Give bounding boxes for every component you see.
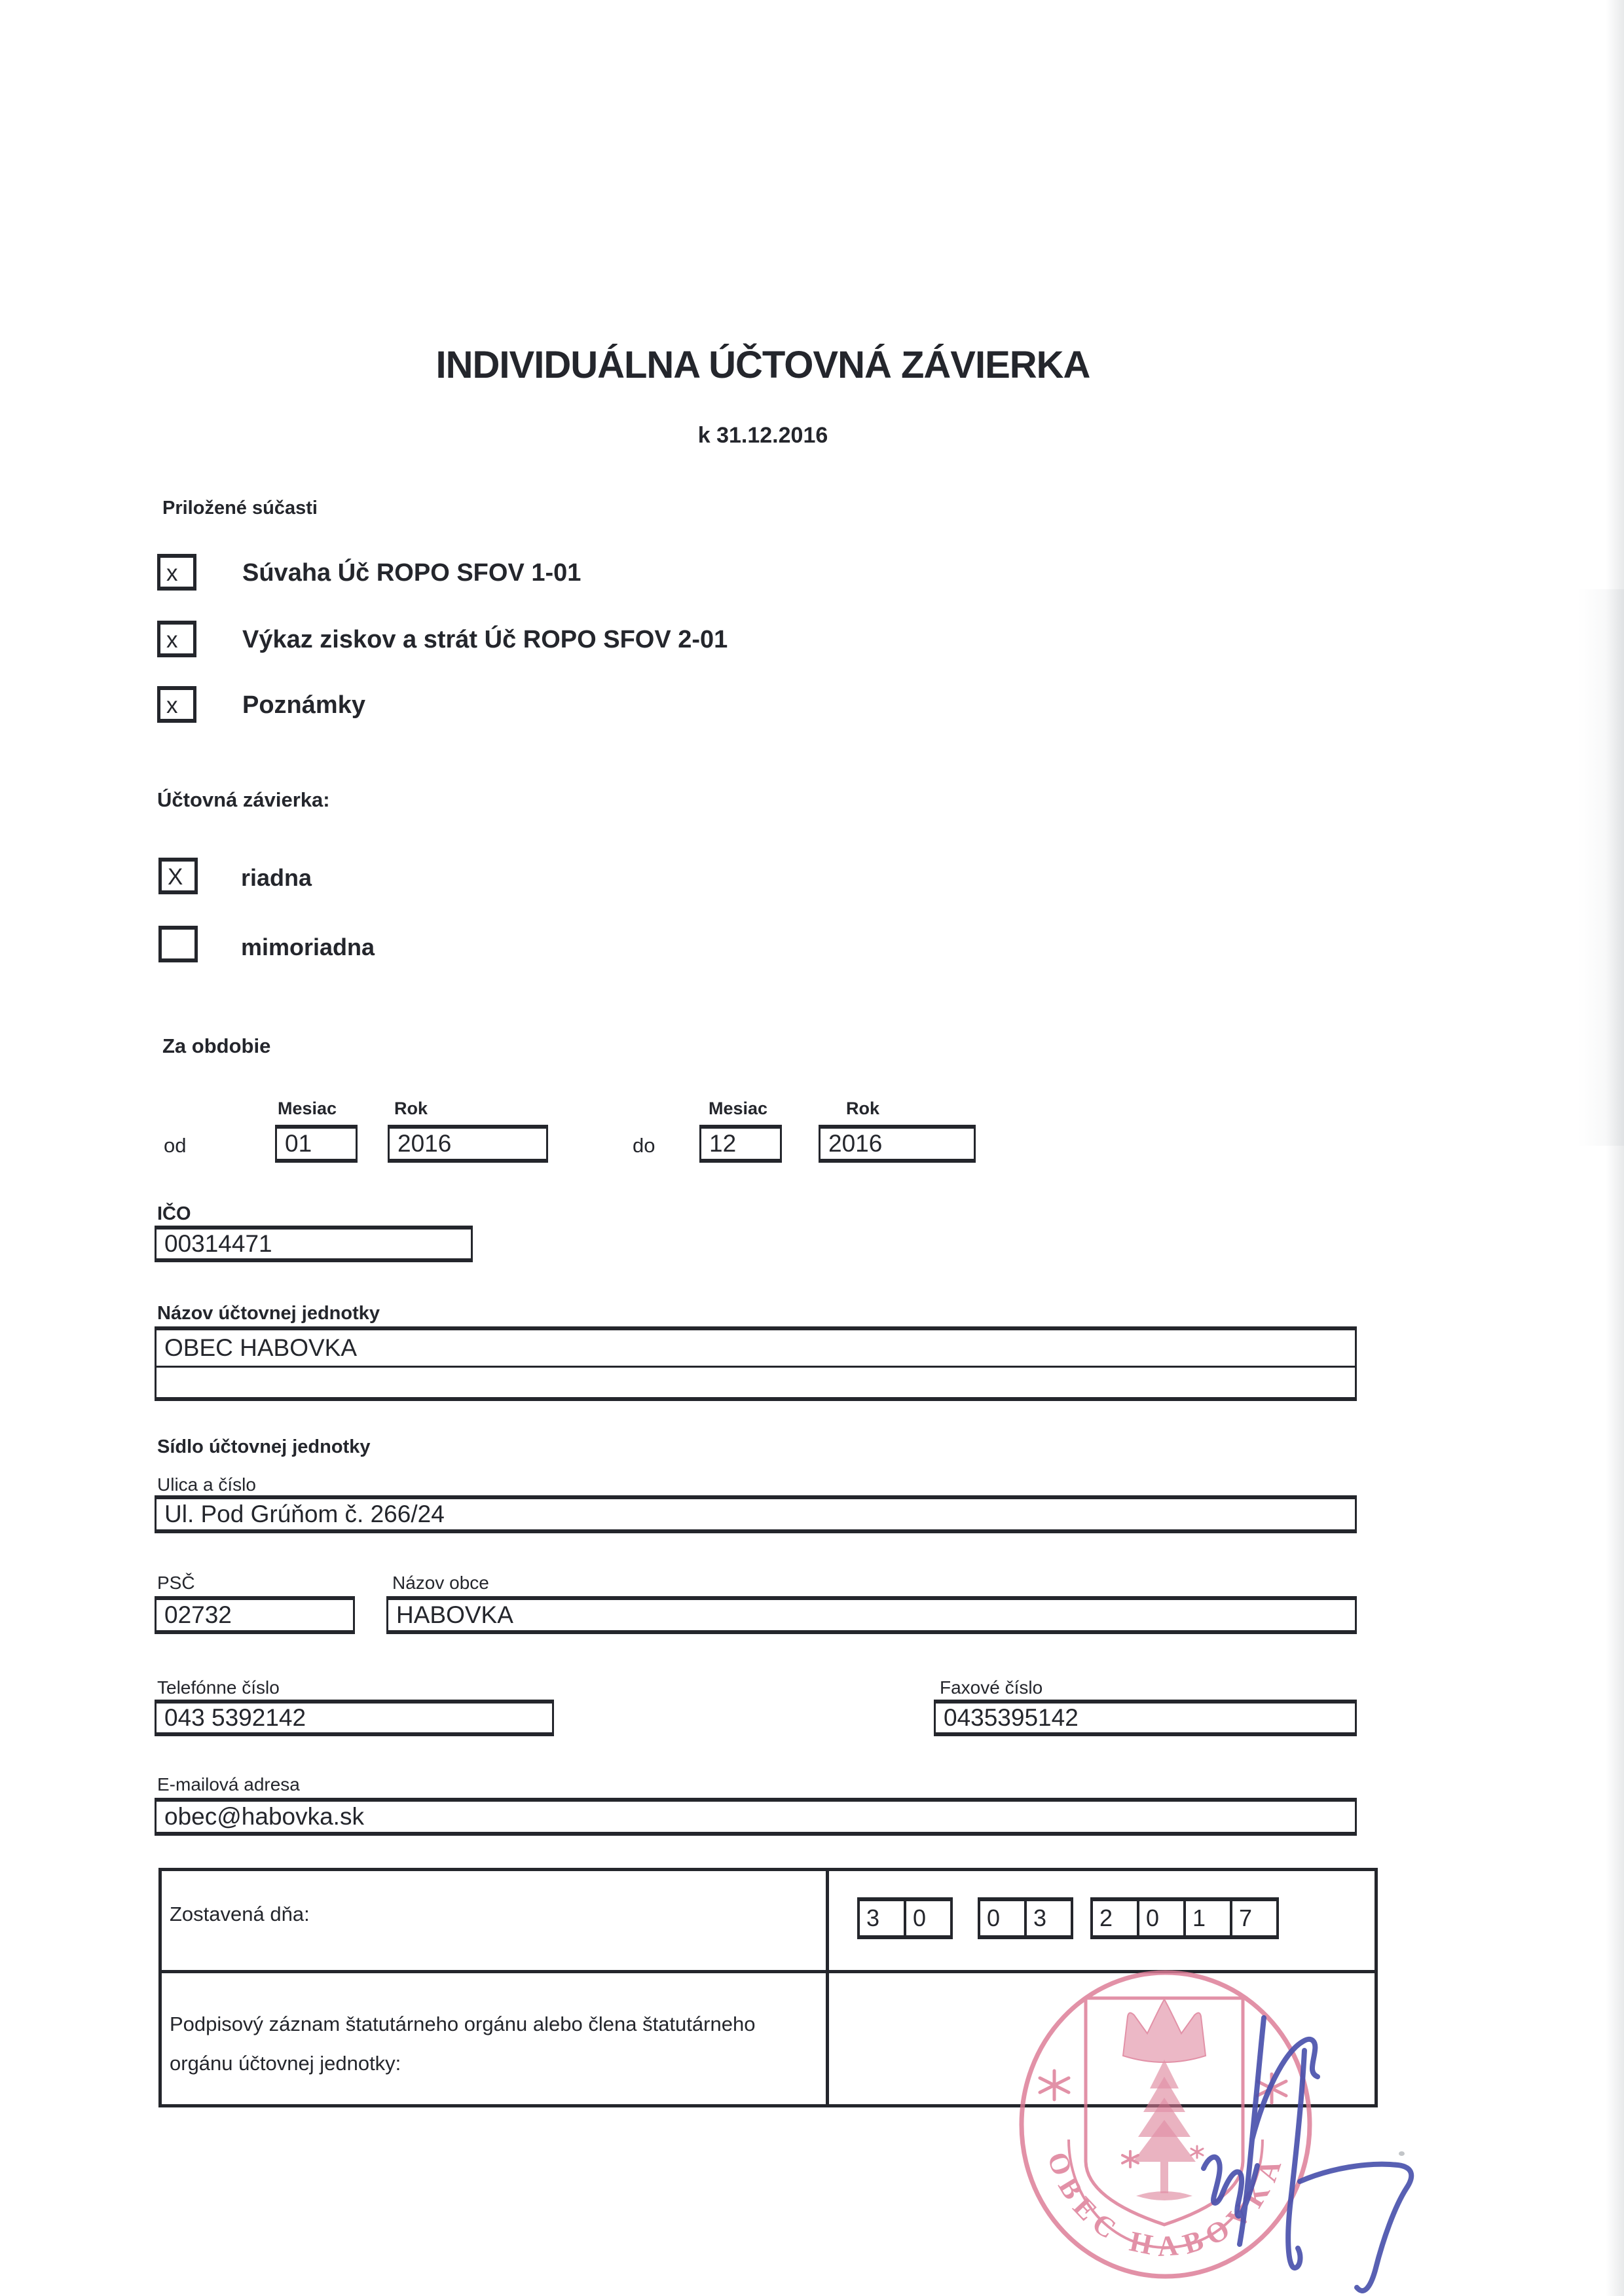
- label-suvaha: Súvaha Úč ROPO SFOV 1-01: [242, 559, 581, 587]
- period-heading: Za obdobie: [162, 1034, 271, 1057]
- attached-parts-heading: Priložené súčasti: [162, 498, 318, 519]
- checkbox-riadna: [158, 858, 198, 894]
- checkbox-mark: x: [166, 693, 178, 718]
- period-from-month-box: 01: [275, 1125, 358, 1163]
- checkbox-vykaz: [157, 621, 196, 657]
- stamp-crown: [1123, 1999, 1206, 2062]
- date-year-group: [1090, 1897, 1279, 1939]
- municipal-stamp-and-signature: [1002, 1964, 1460, 2296]
- date-digit: 7: [1230, 1901, 1276, 1935]
- ico-box: 00314471: [155, 1226, 473, 1262]
- date-digit: 1: [1183, 1901, 1230, 1935]
- page-title: INDIVIDUÁLNA ÚČTOVNÁ ZÁVIERKA: [435, 344, 1090, 386]
- ico-label: IČO: [157, 1203, 191, 1224]
- page-subtitle: k 31.12.2016: [697, 423, 828, 448]
- scan-speck: [1399, 2151, 1405, 2156]
- period-from-label: od: [164, 1134, 187, 1157]
- date-day-group: [857, 1897, 953, 1939]
- street-label: Ulica a číslo: [157, 1474, 256, 1495]
- checkbox-mark: X: [168, 864, 183, 890]
- date-digit: 3: [1024, 1901, 1071, 1935]
- zip-label: PSČ: [157, 1573, 195, 1593]
- period-from-month-label: Mesiac: [278, 1099, 337, 1118]
- label-poznamky: Poznámky: [242, 691, 365, 719]
- period-from-year-box: 2016: [388, 1125, 548, 1163]
- label-riadna: riadna: [241, 864, 312, 891]
- table-column-divider: [826, 1871, 829, 2104]
- date-digit: 3: [866, 1904, 880, 1931]
- signature-label-line1: Podpisový záznam štatutárneho orgánu alebo člena štatutárneho: [170, 2013, 756, 2035]
- scan-edge-shadow: [1606, 0, 1624, 2296]
- period-to-year-box: 2016: [819, 1125, 976, 1163]
- stamp-text-path: OBEC HABOVKA: [1041, 2147, 1291, 2263]
- date-digit: 0: [1137, 1901, 1183, 1935]
- period-to-year-label: Rok: [846, 1099, 880, 1118]
- checkbox-mark: x: [166, 627, 178, 653]
- date-month-group: [978, 1897, 1073, 1939]
- label-mimoriadna: mimoriadna: [241, 934, 375, 960]
- date-digit: 0: [987, 1904, 1001, 1931]
- phone-label: Telefónne číslo: [157, 1677, 280, 1698]
- entity-name-value: OBEC HABOVKA: [164, 1334, 358, 1361]
- phone-box: 043 5392142: [155, 1700, 554, 1736]
- zip-box: 02732: [155, 1596, 355, 1634]
- street-box: Ul. Pod Grúňom č. 266/24: [155, 1495, 1357, 1533]
- address-heading: Sídlo účtovnej jednotky: [157, 1436, 371, 1457]
- fax-label: Faxové číslo: [940, 1677, 1043, 1698]
- entity-name-label: Názov účtovnej jednotky: [157, 1303, 380, 1324]
- stamp-seal: [1022, 1973, 1310, 2276]
- checkbox-poznamky: [157, 686, 196, 723]
- period-from-year-label: Rok: [394, 1099, 428, 1118]
- email-box: obec@habovka.sk: [155, 1798, 1357, 1836]
- email-label: E-mailová adresa: [157, 1774, 300, 1795]
- date-digit: 2: [1099, 1904, 1113, 1931]
- city-box: HABOVKA: [386, 1596, 1357, 1634]
- stamp-tree: [1133, 2060, 1196, 2200]
- scan-edge-shadow-soft: [1578, 589, 1624, 1146]
- fax-box: 0435395142: [934, 1700, 1357, 1736]
- label-vykaz: Výkaz ziskov a strát Úč ROPO SFOV 2-01: [242, 626, 728, 653]
- checkbox-mark: x: [166, 560, 178, 586]
- entity-box-divider: [157, 1366, 1355, 1368]
- period-to-month-box: 12: [699, 1125, 782, 1163]
- stamp-snowflake-left: [1040, 2071, 1069, 2100]
- date-digit: 0: [904, 1901, 950, 1935]
- signature-label-line2: orgánu účtovnej jednotky:: [170, 2052, 401, 2075]
- period-to-label: do: [633, 1134, 655, 1157]
- compiled-date-label: Zostavená dňa:: [170, 1903, 310, 1925]
- checkbox-suvaha: [157, 554, 196, 591]
- closing-type-heading: Účtovná závierka:: [157, 788, 330, 811]
- city-label: Názov obce: [392, 1573, 489, 1593]
- entity-name-box: [155, 1326, 1357, 1401]
- period-to-month-label: Mesiac: [709, 1099, 768, 1118]
- checkbox-mimoriadna: [158, 926, 198, 962]
